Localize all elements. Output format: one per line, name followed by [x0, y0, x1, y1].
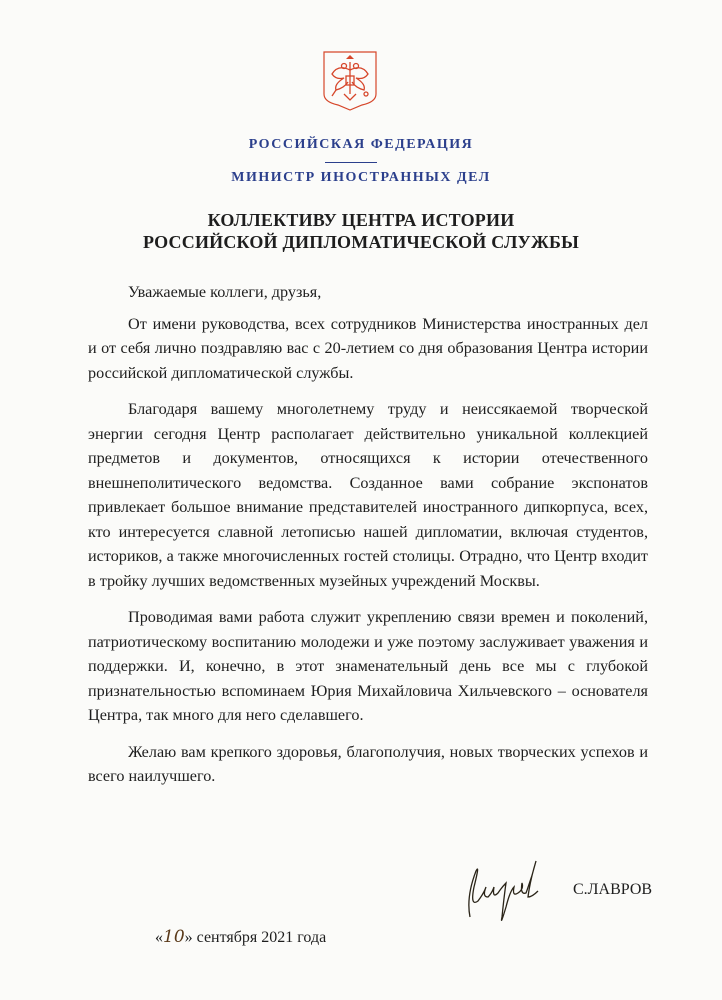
date-open-quote: «: [155, 929, 163, 946]
signatory-name: С.ЛАВРОВ: [573, 881, 653, 898]
paragraph: Проводимая вами работа служит укреплению связи времен и поколений, патриотическому воспитанию молодежи и уже поэтому заслуживает уважения и поддержки. И, конечно, в этот знаменательный день все мы с глубокой признательностью вспоминаем Юрия Михайловича Хильчевского – основателя Центра, так много для него сделавшего.: [88, 608, 648, 724]
paragraph: Желаю вам крепкого здоровья, благополучия, новых творческих успехов и всего наилучшего.: [88, 742, 648, 785]
salutation: Уважаемые коллеги, друзья,: [128, 283, 322, 301]
letter-body: [88, 280, 648, 801]
handwritten-signature: [462, 857, 542, 927]
header-divider: [325, 162, 377, 163]
ministry-header: МИНИСТР ИНОСТРАННЫХ ДЕЛ: [231, 170, 491, 185]
coat-of-arms-emblem-icon: [322, 50, 378, 112]
date-day: 10: [163, 927, 185, 947]
paragraph: Благодаря вашему многолетнему труду и неиссякаемой творческой энергии сегодня Центр располагает действительно уникальной коллекцией предметов и документов, относящихся к истории отечественного внешнеполитического ведомства. Созданное вами собрание экспонатов привлекает большое внимание представителей иностранного дипкорпуса, всех, кто интересуется славной летописью нашей дипломатии, включая студентов, историков, а также многочисленных гостей столицы. Отрадно, что Центр входит в тройку лучших ведомственных музейных учреждений Москвы.: [88, 400, 648, 590]
date-month-year: сентября 2021 года: [192, 929, 327, 946]
country-header: РОССИЙСКАЯ ФЕДЕРАЦИЯ: [248, 137, 474, 152]
letter-date: [155, 927, 326, 947]
letter-title-line1: КОЛЛЕКТИВУ ЦЕНТРА ИСТОРИИ: [207, 210, 515, 230]
letter-title-line2: РОССИЙСКОЙ ДИПЛОМАТИЧЕСКОЙ СЛУЖБЫ: [143, 232, 579, 252]
date-close-quote: »: [184, 929, 193, 946]
paragraph: От имени руководства, всех сотрудников Министерства иностранных дел и от себя лично поздравляю вас с 20-летием со дня образования Центра истории российской дипломатической службы.: [88, 314, 648, 382]
